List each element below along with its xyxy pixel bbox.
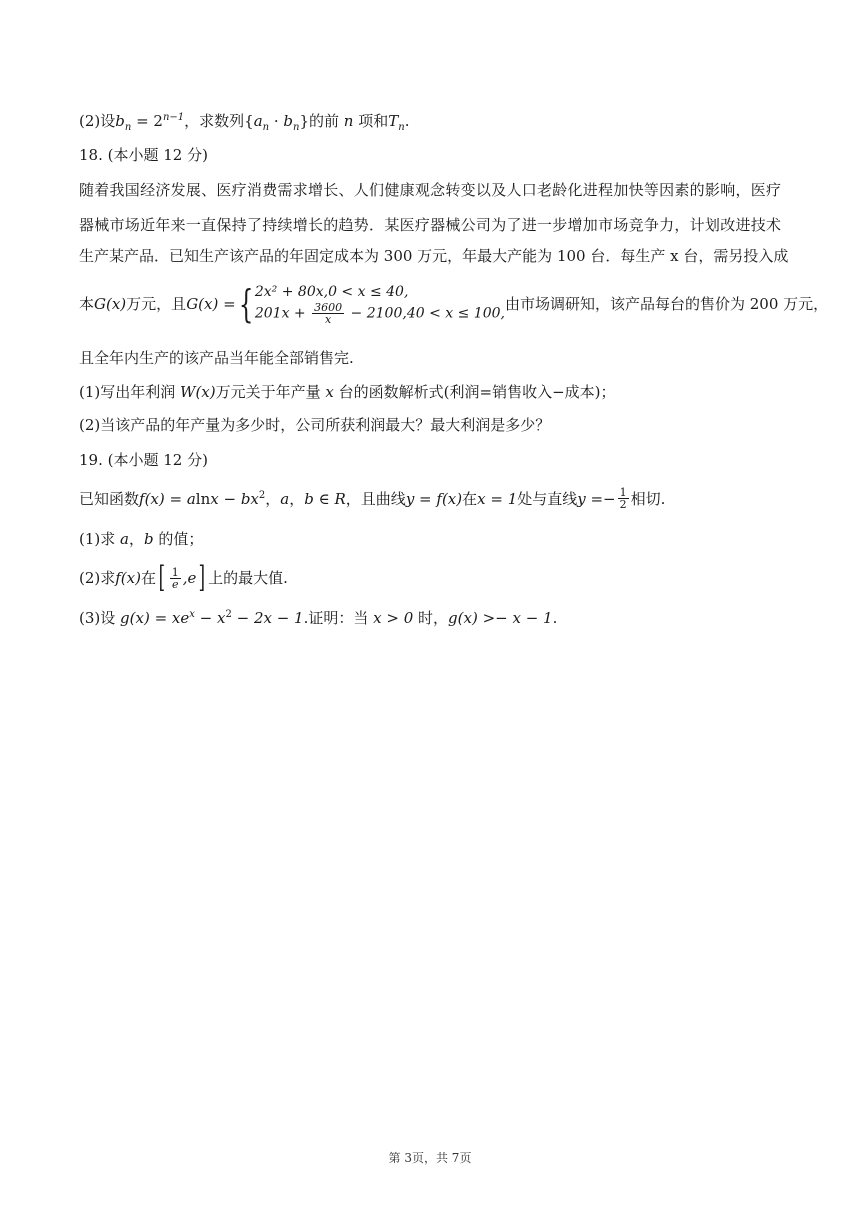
left-bracket: [ [158,560,166,595]
question-18-paragraph-line-2: 器械市场近年来一直保持了持续增长的趋势．某医疗器械公司为了进一步增加市场竞争力，计划改进技术 [79,216,781,234]
question-18-paragraph-line-5: 且全年内生产的该产品当年能全部销售完. [79,349,354,367]
piecewise-brace: { [238,281,254,326]
fraction-3600-over-x: $\frac{3600}{x}$ [314,301,343,326]
question-18-heading: 18. (本小题 12 分) [79,146,208,164]
fraction-one-over-e: $\frac{1}{e}$ [171,565,179,591]
question-19-heading: 19. (本小题 12 分) [79,451,208,469]
piecewise-cases: 2x² + 80x,0 < x ≤ 40, 201x + $\frac{3600}{x}$ − 2100,40 < x ≤ 100, [254,284,505,326]
question-18-sub-2: (2)当该产品的年产量为多少时，公司所获利润最大？最大利润是多少？ [79,416,551,434]
page-footer: 第 3页，共 7页 [388,1151,472,1165]
question-18-paragraph-line-1: 随着我国经济发展、医疗消费需求增长、人们健康观念转变以及人口老龄化进程加快等因素的影响，医疗 [79,181,781,199]
question-19-sub-1: (1)求 a，b 的值； [79,530,204,548]
question-18-sub-1: (1)写出年利润 W(x)万元关于年产量 x 台的函数解析式(利润=销售收入−成本)； [79,383,616,401]
question-18-cost-function: 本G(x)万元，且G(x) ={ 2x² + 80x,0 < x ≤ 40, 201x + $\frac{3600}{x}$ − 2100,40 < x ≤ 100, 由市场调研知，该产品每台的售价为 200 万元， [79,281,829,326]
question-19-statement: 已知函数$f(x) = alnx - bx^2$，a，b ∈ R，且曲线y = f(x)在x = 1处与直线y =− $\frac{1}{2}$ 相切. [79,486,666,511]
fraction-one-half: $\frac{1}{2}$ [619,486,627,511]
question-19-sub-2: (2)求f(x)在[ $\frac{1}{e}$ ,e] 上的最大值. [79,560,288,595]
question-18-paragraph-line-3: 生产某产品．已知生产该产品的年固定成本为 300 万元，年最大产能为 100 台．每生产 x 台，需另投入成 [79,247,789,265]
right-bracket: ] [198,560,206,595]
question-19-sub-3: (3)设 $g(x) = xe^x - x^2 - 2x - 1$.证明：当 x > 0 时，g(x) >− x − 1. [79,609,558,627]
sub-question-2-sequence: (2)设$b_n = 2^{n-1}$，求数列$\{a_n \cdot b_n\}$的前 n 项和$T_n$. [79,112,410,133]
